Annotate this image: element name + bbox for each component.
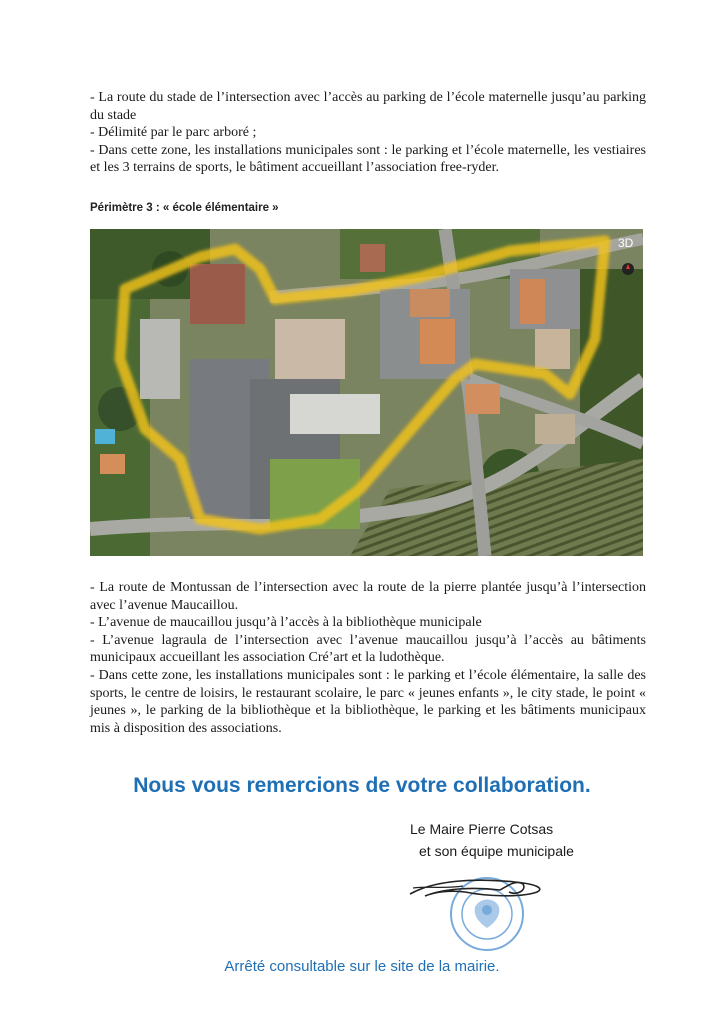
detail-paragraphs bbox=[90, 579, 646, 737]
mayor-name: Le Maire Pierre Cotsas bbox=[410, 821, 554, 837]
perimeter-heading: Périmètre 3 : « école élémentaire » bbox=[90, 202, 279, 214]
aerial-map-image bbox=[90, 229, 643, 556]
detail-line-2: - L’avenue de maucaillou jusqu’à l’accès à la bibliothèque municipale bbox=[90, 615, 482, 631]
view-3d-label: 3D bbox=[618, 236, 634, 250]
detail-line-1: - La route de Montussan de l’intersection avec la route de la pierre plantée jusqu’à l’intersection avec l’avenue Maucaillou. bbox=[90, 580, 646, 613]
detail-line-3: - L’avenue lagraula de l’intersection avec l’avenue maucaillou jusqu’à l’accès au bâtiments municipaux accueillant les association Cré’art et la ludothèque. bbox=[90, 632, 646, 666]
intro-paragraphs bbox=[90, 89, 646, 177]
detail-line-4: - Dans cette zone, les installations municipales sont : le parking et l’école élémentaire, la salle des sports, le centre de loisirs, le restaurant scolaire, le parc « jeunes enfants », le city stade, le point « jeunes », le parking de la bibliothèque et la bibliothèque, le parking et les bâtiments municipaux mis à disposition des associations. bbox=[90, 667, 646, 736]
thanks-heading: Nous vous remercions de votre collaboration. bbox=[133, 774, 591, 797]
intro-line-1: - La route du stade de l’intersection avec l’accès au parking de l’école maternelle jusqu’au parking du stade bbox=[90, 90, 646, 123]
signature-and-stamp bbox=[405, 862, 555, 962]
footer-note: Arrêté consultable sur le site de la mairie. bbox=[224, 958, 500, 975]
mayor-team: et son équipe municipale bbox=[419, 843, 574, 859]
compass-icon bbox=[622, 263, 634, 275]
intro-line-3: - Dans cette zone, les installations municipales sont : le parking et l’école maternelle, les vestiaires et les 3 terrains de sports, le bâtiment accueillant l’association free-ryder. bbox=[90, 142, 646, 175]
mayor-signature-block bbox=[410, 818, 574, 862]
intro-line-2: - Délimité par le parc arboré ; bbox=[90, 125, 257, 140]
